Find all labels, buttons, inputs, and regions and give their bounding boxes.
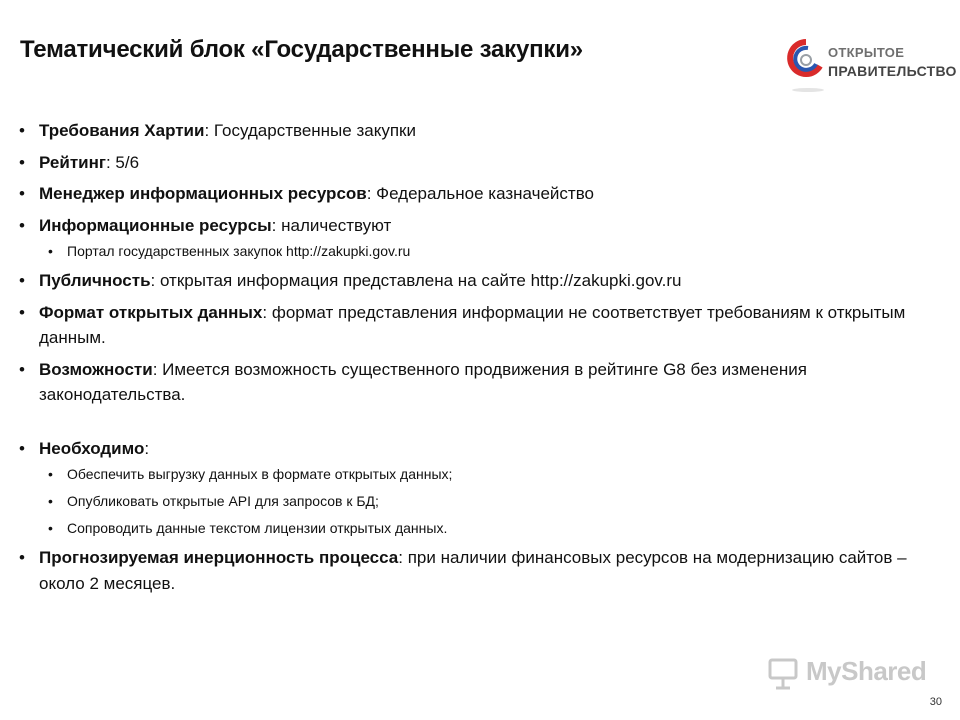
presentation-board-icon (766, 656, 802, 692)
list-item-text: : Федеральное казначейство (366, 184, 594, 203)
open-government-logo (786, 36, 956, 96)
logo-text-line1: ОТКРЫТОЕ (828, 45, 905, 60)
slide-title: Тематический блок «Государственные закупки» (20, 36, 583, 63)
logo-text (828, 44, 957, 80)
list-item-manager (18, 181, 918, 207)
list-item-text: : наличествуют (271, 215, 392, 235)
list-item-text: : Государственные закупки (204, 121, 416, 140)
list-item-text: : (144, 438, 150, 458)
list-item-label: Прогнозируемая инерционность процесса (39, 548, 399, 567)
logo-text-line2: ПРАВИТЕЛЬСТВО (828, 63, 957, 79)
list-item-charter (18, 118, 918, 144)
list-item-label: Менеджер информационных ресурсов (39, 184, 367, 203)
list-item-publicity (18, 268, 918, 294)
logo-ring-icon (786, 36, 826, 96)
list-item-label: Необходимо (39, 438, 145, 458)
sub-list (39, 240, 918, 262)
bullet-list (18, 118, 918, 596)
list-item-text: : Имеется возможность существенного продвижения в рейтинге G8 без изменения законодательства. (39, 359, 807, 404)
list-item-label: Рейтинг (39, 152, 106, 172)
list-item-forecast (18, 545, 918, 596)
list-item-text: : открытая информация представлена на сайте http://zakupki.gov.ru (150, 271, 682, 290)
list-item-label: Информационные ресурсы (39, 215, 272, 235)
watermark-text: MyShared (806, 656, 927, 686)
sub-list-item: • Сопроводить данные текстом лицензии открытых данных. (39, 517, 918, 539)
list-item-text: : при наличии финансовых ресурсов на модернизацию сайтов – около 2 месяцев. (39, 548, 907, 593)
sub-list (39, 463, 918, 539)
list-item-label: Требования Хартии (39, 121, 205, 140)
list-item-opportunities (18, 357, 918, 408)
list-item-resources (18, 213, 918, 263)
list-item-text: : 5/6 (105, 152, 140, 172)
list-item-required (18, 436, 918, 540)
list-item-rating (18, 150, 918, 176)
page-number: 30 (929, 696, 942, 708)
slide-content (18, 118, 918, 602)
sub-list-item: • Портал государственных закупок http://zakupki.gov.ru (39, 240, 918, 262)
list-item-label: Публичность (39, 271, 151, 290)
myshared-watermark (766, 652, 926, 692)
list-item-data-format (18, 300, 918, 351)
list-item-label: Возможности (39, 359, 153, 379)
sub-list-item: • Обеспечить выгрузку данных в формате открытых данных; (39, 463, 918, 485)
sub-list-item: • Опубликовать открытые API для запросов к БД; (39, 490, 918, 512)
list-item-text: : формат представления информации не соответствует требованиям к открытым данным. (39, 302, 906, 347)
list-item-label: Формат открытых данных (39, 302, 263, 322)
